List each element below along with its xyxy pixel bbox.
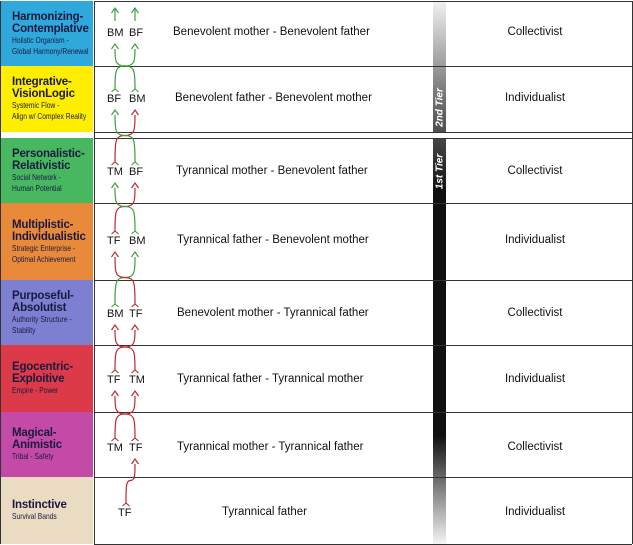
level-name: Purposeful-Absolutist [12, 289, 74, 314]
level-label [1, 280, 93, 345]
society-type: Individualist [504, 234, 566, 246]
parent-code: TM [107, 442, 123, 454]
parent-description: Tyrannical father [222, 506, 308, 518]
level-label [1, 203, 93, 280]
society-type: Collectivist [507, 26, 563, 38]
level-subtitle: Authority Structure - [12, 314, 72, 324]
parent-code: BM [129, 235, 146, 247]
level-subtitle: Social Network - [12, 172, 61, 182]
connector-base [112, 231, 119, 234]
level-name: Instinctive [12, 499, 67, 511]
parent-code: TF [118, 507, 132, 519]
parent-description: Tyrannical mother - Tyrannical father [177, 441, 364, 453]
connector-base [132, 89, 139, 92]
parent-description: Tyrannical father - Tyrannical mother [177, 373, 364, 385]
level-name: Personalistic-Relativistic [12, 147, 85, 172]
arrow-head [112, 252, 119, 257]
arrow-head [112, 110, 119, 115]
arrow-head [112, 391, 119, 396]
arrow-head [112, 325, 119, 330]
parent-code: BM [129, 93, 146, 105]
arrow-head [112, 183, 119, 188]
parent-description: Benevolent mother - Tyrannical father [177, 307, 369, 319]
level-name: Egocentric-Exploitive [12, 361, 74, 385]
level-subtitle: Systemic Flow - [12, 101, 60, 110]
arrow-head [132, 252, 139, 257]
parent-description: Tyrannical father - Benevolent mother [177, 234, 369, 246]
tier-label-second: 2nd Tier [434, 88, 445, 127]
connector-base [132, 231, 139, 234]
level-subtitle: Human Potential [12, 183, 62, 193]
parent-code: BF [129, 166, 144, 178]
parent-code: BM [107, 27, 124, 39]
connector-base [123, 503, 130, 506]
parent-code: TF [107, 235, 121, 247]
society-type: Individualist [504, 373, 566, 385]
society-type: Collectivist [507, 307, 563, 319]
connector-tf [126, 464, 135, 503]
parent-code: TF [129, 442, 143, 454]
level-name: Magical-Animistic [12, 427, 62, 451]
connector-base [132, 370, 139, 373]
parent-code: TF [129, 308, 143, 320]
level-subtitle: Global Harmony/Renewal [12, 46, 89, 56]
connector-base [132, 438, 139, 441]
level-subtitle: Survival Bands [12, 512, 57, 521]
level-label [1, 138, 93, 203]
level-name: Multiplistic-Individualistic [12, 218, 86, 243]
arrow-head [132, 459, 139, 464]
level-subtitle: Strategic Enterprise - [12, 243, 76, 253]
level-name: Integrative-VisionLogic [12, 76, 75, 100]
society-type: Collectivist [507, 165, 563, 177]
level-subtitle: Empire - Power [12, 386, 59, 395]
tier-label-first: 1st Tier [434, 153, 445, 190]
connector-base [132, 162, 139, 165]
level-subtitle: Stability [12, 325, 36, 335]
arrow-head [132, 110, 139, 115]
connector-base [112, 370, 119, 373]
parent-description: Benevolent mother - Benevolent father [173, 26, 370, 38]
level-label [1, 412, 93, 477]
arrow-head [112, 44, 119, 49]
connector-base [132, 304, 139, 307]
connector-base [112, 438, 119, 441]
connector-base [112, 89, 119, 92]
society-type: Collectivist [507, 441, 563, 453]
level-label [1, 1, 93, 66]
parent-code: BM [107, 308, 124, 320]
level-subtitle: Align w/ Complex Reality [12, 112, 87, 121]
arrow-head [132, 391, 139, 396]
parent-description: Benevolent father - Benevolent mother [175, 92, 372, 104]
parent-code: BF [129, 27, 144, 39]
level-subtitle: Tribal - Safety [12, 452, 54, 461]
arrow-head [132, 44, 139, 49]
parent-code: BF [107, 93, 122, 105]
level-label [1, 477, 93, 544]
level-label [1, 66, 93, 132]
level-subtitle: Optimal Achievement [12, 254, 76, 264]
parent-code: TM [129, 374, 145, 386]
arrow-head [132, 183, 139, 188]
arrow-head [132, 325, 139, 330]
connector-base [112, 304, 119, 307]
parent-code: TF [107, 374, 121, 386]
level-subtitle: Holistic Organism - [12, 35, 69, 45]
connector-base [112, 162, 119, 165]
parent-code: TM [107, 166, 123, 178]
society-type: Individualist [504, 92, 566, 104]
level-label [1, 345, 93, 412]
society-type: Individualist [504, 506, 566, 518]
parent-description: Tyrannical mother - Benevolent father [176, 165, 368, 177]
level-name: Harmonizing-Contemplative [12, 10, 89, 35]
